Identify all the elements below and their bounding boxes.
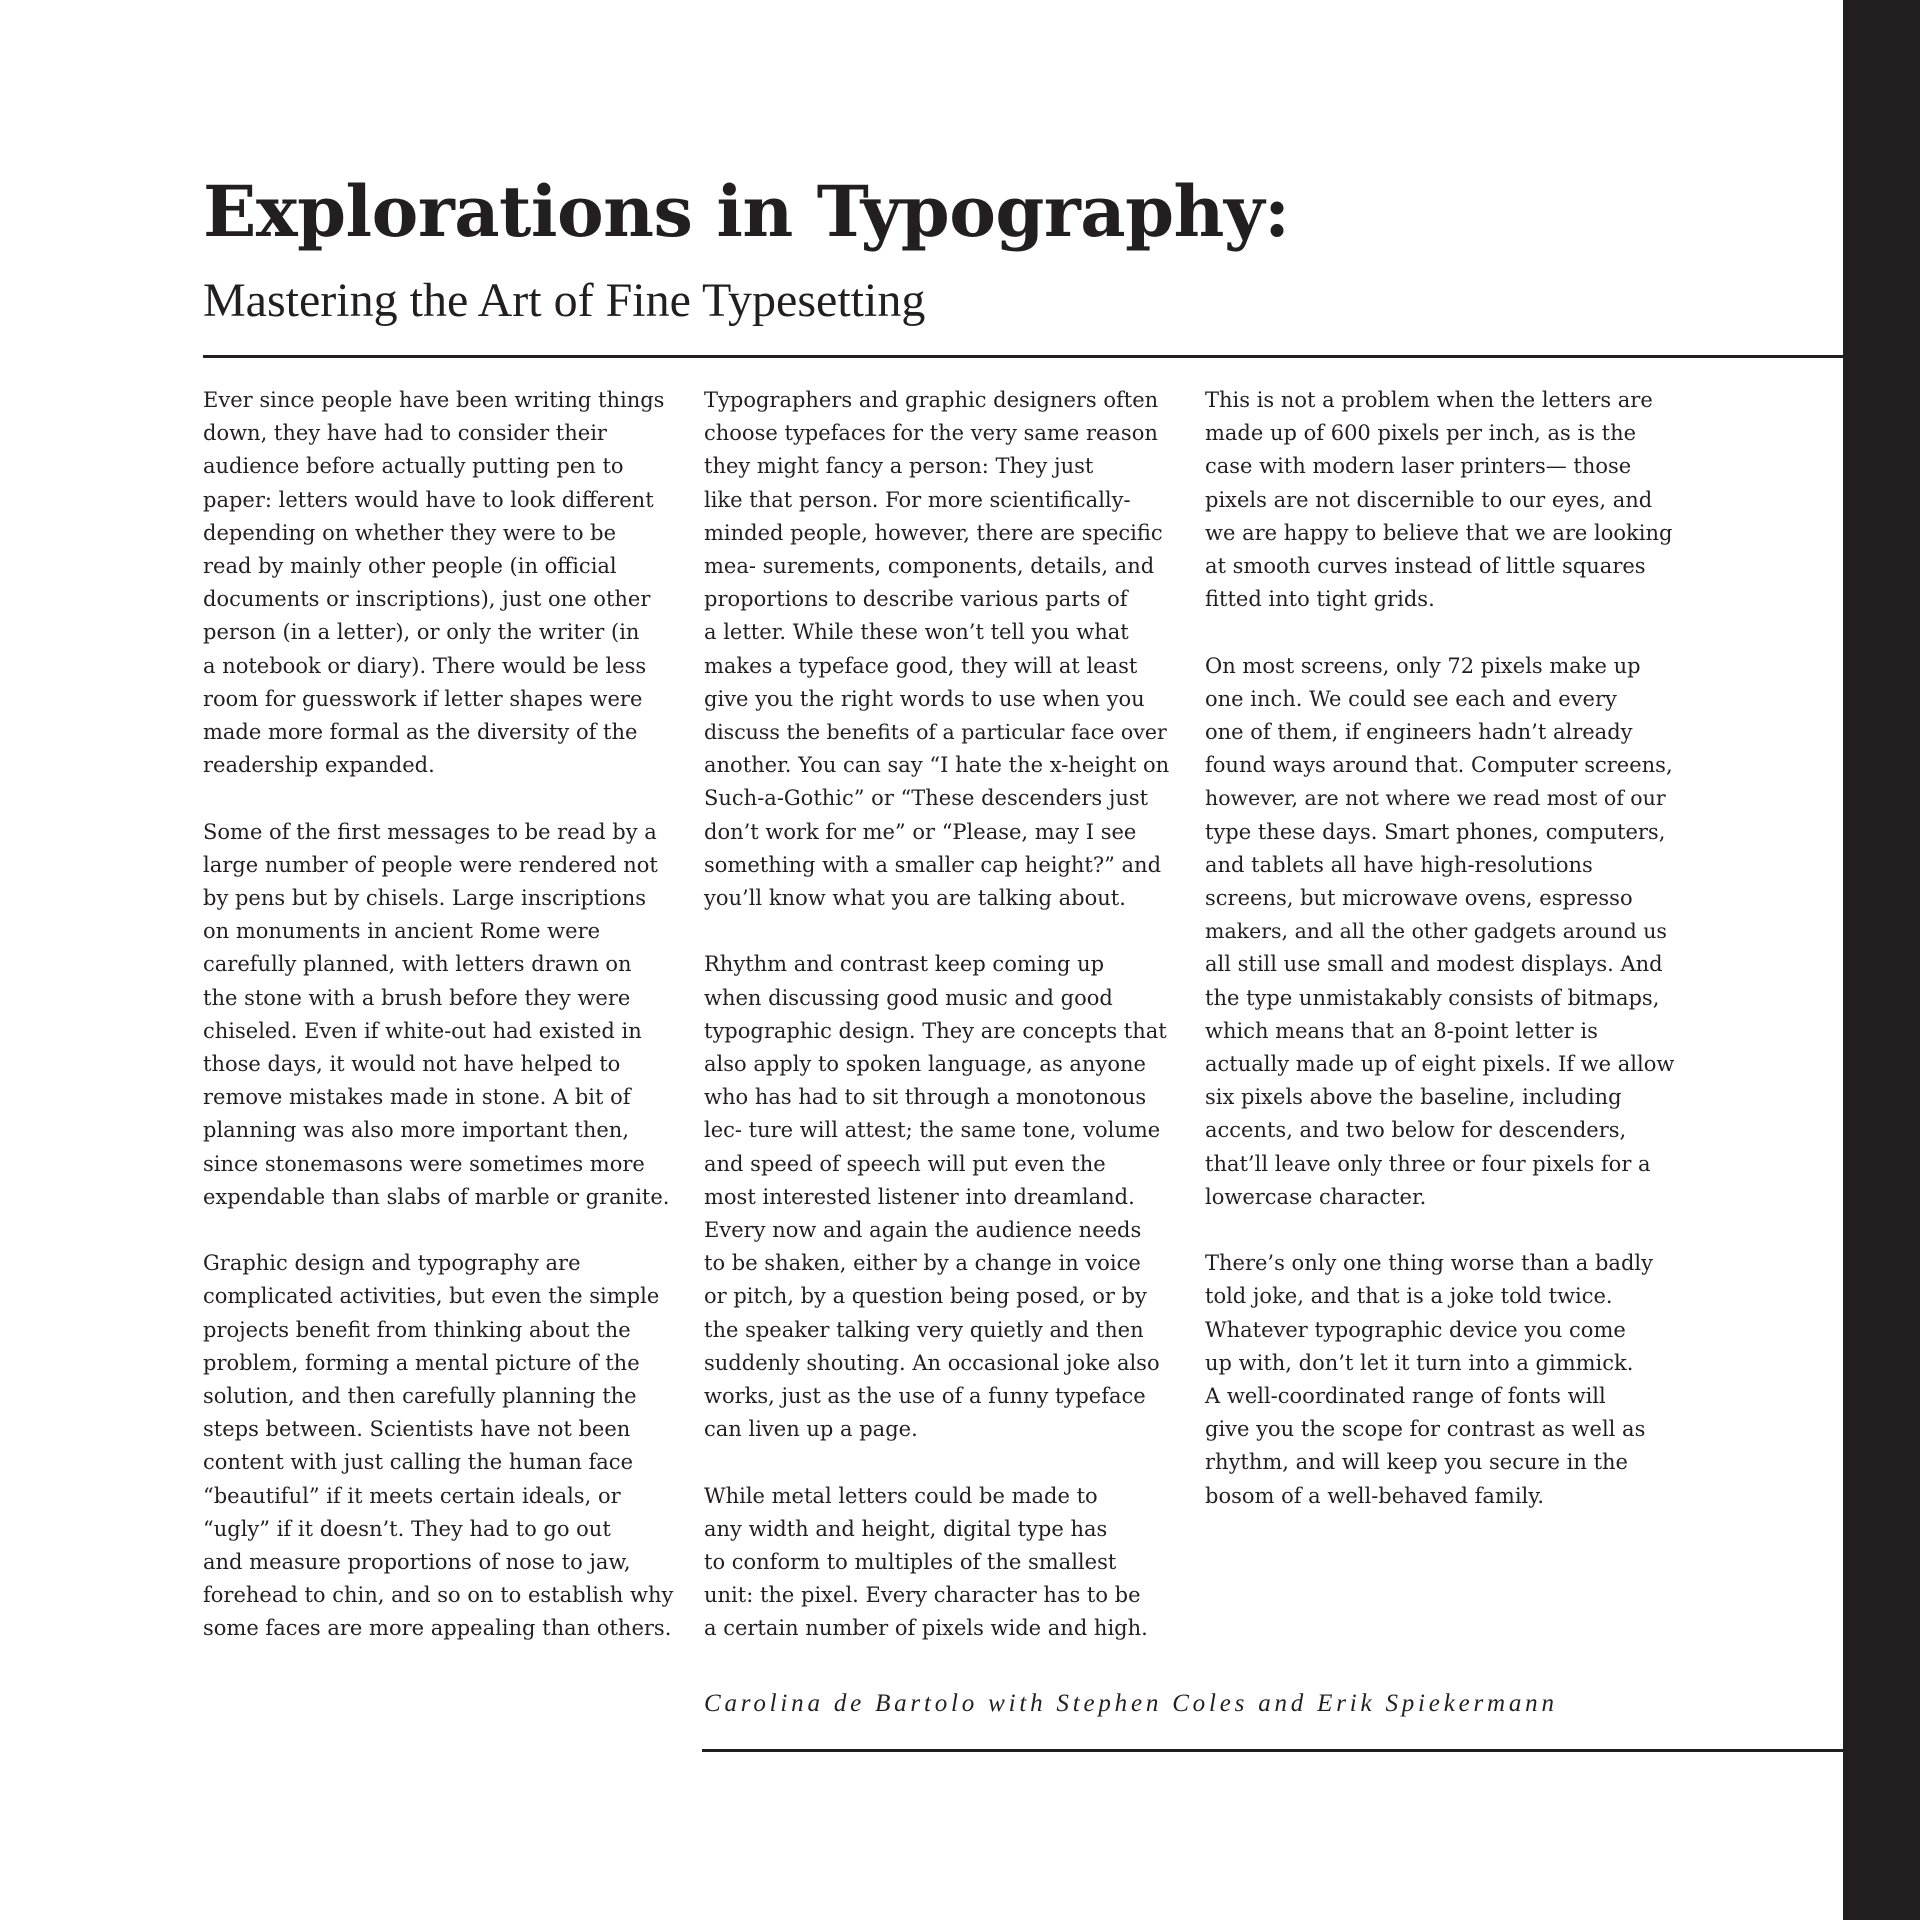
- text-line: large number of people were rendered not: [203, 852, 658, 877]
- text-line: by pens but by chisels. Large inscriptions: [203, 886, 647, 911]
- text-line: carefully planned, with letters drawn on: [203, 952, 632, 977]
- text-line: found ways around that. Computer screens,: [1205, 753, 1673, 778]
- text-line: chiseled. Even if white-out had existed in: [203, 1018, 642, 1043]
- text-line: Such-a-Gothic” or “These descenders just: [704, 786, 1149, 811]
- text-line: since stonemasons were sometimes more: [203, 1151, 645, 1176]
- text-line: discuss the benefits of a particular face over: [704, 720, 1167, 745]
- bottom-divider: [702, 1749, 1843, 1752]
- text-line: documents or inscriptions), just one other: [203, 587, 651, 612]
- paragraph: [1205, 650, 1675, 1214]
- paragraph: [203, 1247, 673, 1645]
- text-column-2: [704, 384, 1174, 1679]
- text-line: Some of the first messages to be read by a: [203, 819, 657, 844]
- text-line: expendable than slabs of marble or granite.: [203, 1184, 670, 1209]
- text-line: works, just as the use of a funny typeface: [704, 1384, 1146, 1409]
- text-line: all still use small and modest displays. And: [1205, 952, 1663, 977]
- text-line: paper: letters would have to look different: [203, 487, 654, 512]
- text-line: most interested listener into dreamland.: [704, 1184, 1135, 1209]
- text-line: read by mainly other people (in official: [203, 554, 617, 579]
- text-line: to conform to multiples of the smallest: [704, 1550, 1117, 1575]
- text-line: “beautiful” if it meets certain ideals, or: [203, 1483, 621, 1508]
- top-divider: [203, 355, 1843, 358]
- text-line: don’t work for me” or “Please, may I see: [704, 819, 1137, 844]
- text-line: readership expanded.: [203, 753, 435, 778]
- text-line: type these days. Smart phones, computers,: [1205, 819, 1666, 844]
- text-line: give you the right words to use when you: [704, 686, 1145, 711]
- text-line: those days, it would not have helped to: [203, 1052, 621, 1077]
- text-line: pixels are not discernible to our eyes, and: [1205, 487, 1653, 512]
- text-line: While metal letters could be made to: [704, 1483, 1098, 1508]
- text-line: however, are not where we read most of our: [1205, 786, 1666, 811]
- text-line: lowercase character.: [1205, 1184, 1427, 1209]
- text-line: There’s only one thing worse than a badly: [1205, 1251, 1653, 1276]
- text-line: actually made up of eight pixels. If we allow: [1205, 1052, 1675, 1077]
- paragraph: [1205, 1247, 1675, 1513]
- text-line: Every now and again the audience needs: [704, 1218, 1142, 1243]
- text-line: we are happy to believe that we are looking: [1205, 520, 1673, 545]
- text-line: Rhythm and contrast keep coming up: [704, 952, 1105, 977]
- text-line: typographic design. They are concepts that: [704, 1018, 1167, 1043]
- paragraph: [203, 816, 673, 1214]
- text-line: made up of 600 pixels per inch, as is the: [1205, 421, 1637, 446]
- text-line: remove mistakes made in stone. A bit of: [203, 1085, 631, 1110]
- text-line: screens, but microwave ovens, espresso: [1205, 886, 1633, 911]
- text-line: six pixels above the baseline, including: [1205, 1085, 1622, 1110]
- text-line: at smooth curves instead of little squares: [1205, 554, 1646, 579]
- page-subtitle: Mastering the Art of Fine Typesetting: [203, 274, 926, 327]
- text-line: you’ll know what you are talking about.: [704, 886, 1126, 911]
- text-line: or pitch, by a question being posed, or by: [704, 1284, 1147, 1309]
- page-title: Explorations in Typography:: [203, 170, 1290, 253]
- text-line: give you the scope for contrast as well as: [1205, 1417, 1646, 1442]
- text-line: depending on whether they were to be: [203, 520, 617, 545]
- text-line: when discussing good music and good: [704, 985, 1113, 1010]
- text-line: suddenly shouting. An occasional joke also: [704, 1350, 1160, 1375]
- text-column-1: [203, 384, 673, 1679]
- text-line: content with just calling the human face: [203, 1450, 633, 1475]
- text-line: Whatever typographic device you come: [1205, 1317, 1626, 1342]
- text-line: one of them, if engineers hadn’t already: [1205, 720, 1633, 745]
- text-line: A well-coordinated range of fonts will: [1205, 1384, 1606, 1409]
- text-line: and tablets all have high-resolutions: [1205, 852, 1593, 877]
- text-line: who has had to sit through a monotonous: [704, 1085, 1147, 1110]
- text-line: some faces are more appealing than others.: [203, 1616, 672, 1641]
- text-line: can liven up a page.: [704, 1417, 918, 1442]
- text-line: Typographers and graphic designers often: [704, 388, 1159, 412]
- text-line: problem, forming a mental picture of the: [203, 1350, 640, 1375]
- text-line: minded people, however, there are specific: [704, 520, 1163, 545]
- text-column-3: [1205, 384, 1675, 1546]
- text-line: choose typefaces for the very same reason: [704, 421, 1158, 446]
- text-line: rhythm, and will keep you secure in the: [1205, 1450, 1628, 1475]
- text-line: one inch. We could see each and every: [1205, 686, 1617, 711]
- text-line: lec- ture will attest; the same tone, volume: [704, 1118, 1161, 1143]
- text-line: accents, and two below for descenders,: [1205, 1118, 1627, 1143]
- paragraph: [704, 1480, 1174, 1646]
- text-line: audience before actually putting pen to: [203, 454, 624, 479]
- text-line: which means that an 8-point letter is: [1205, 1018, 1598, 1043]
- text-line: told joke, and that is a joke told twice.: [1205, 1284, 1613, 1309]
- text-line: projects benefit from thinking about the: [203, 1317, 631, 1342]
- text-line: the speaker talking very quietly and then: [704, 1317, 1144, 1342]
- text-line: room for guesswork if letter shapes were: [203, 686, 643, 711]
- text-line: made more formal as the diversity of the: [203, 720, 638, 745]
- text-line: This is not a problem when the letters are: [1205, 388, 1653, 412]
- author-byline: Carolina de Bartolo with Stephen Coles and Erik Spiekermann: [704, 1690, 1558, 1717]
- text-line: person (in a letter), or only the writer (in: [203, 620, 640, 645]
- text-line: “ugly” if it doesn’t. They had to go out: [203, 1516, 611, 1541]
- text-line: a certain number of pixels wide and high.: [704, 1616, 1148, 1641]
- text-line: on monuments in ancient Rome were: [203, 919, 601, 944]
- text-line: and measure proportions of nose to jaw,: [203, 1550, 631, 1575]
- text-line: also apply to spoken language, as anyone: [704, 1052, 1146, 1077]
- text-line: case with modern laser printers— those: [1205, 454, 1632, 479]
- text-line: bosom of a well-behaved family.: [1205, 1483, 1545, 1508]
- text-line: proportions to describe various parts of: [704, 587, 1128, 612]
- text-line: planning was also more important then,: [203, 1118, 630, 1143]
- text-line: complicated activities, but even the simple: [203, 1284, 660, 1309]
- paragraph: [1205, 384, 1675, 616]
- text-line: any width and height, digital type has: [704, 1516, 1108, 1541]
- text-line: like that person. For more scientifically-: [704, 487, 1131, 512]
- text-line: steps between. Scientists have not been: [203, 1417, 631, 1442]
- book-spine-edge: [1843, 0, 1920, 1920]
- text-line: makers, and all the other gadgets around us: [1205, 919, 1667, 944]
- text-line: something with a smaller cap height?” and: [704, 852, 1162, 877]
- text-line: to be shaken, either by a change in voice: [704, 1251, 1141, 1276]
- text-line: a letter. While these won’t tell you what: [704, 620, 1129, 645]
- paragraph: [704, 384, 1174, 915]
- text-line: down, they have had to consider their: [203, 421, 607, 446]
- text-line: mea- surements, components, details, and: [704, 554, 1155, 579]
- paragraph: [203, 384, 673, 782]
- text-line: the stone with a brush before they were: [203, 985, 631, 1010]
- text-line: forehead to chin, and so on to establish why: [203, 1583, 674, 1608]
- text-line: the type unmistakably consists of bitmaps,: [1205, 985, 1660, 1010]
- text-line: Graphic design and typography are: [203, 1251, 581, 1276]
- text-line: that’ll leave only three or four pixels for a: [1205, 1151, 1651, 1176]
- text-line: they might fancy a person: They just: [704, 454, 1094, 479]
- text-line: solution, and then carefully planning the: [203, 1384, 637, 1409]
- text-line: Ever since people have been writing things: [203, 388, 665, 412]
- text-line: On most screens, only 72 pixels make up: [1205, 653, 1641, 678]
- text-line: unit: the pixel. Every character has to be: [704, 1583, 1141, 1608]
- text-line: up with, don’t let it turn into a gimmick.: [1205, 1350, 1634, 1375]
- text-line: another. You can say “I hate the x-height on: [704, 753, 1170, 778]
- text-line: and speed of speech will put even the: [704, 1151, 1106, 1176]
- text-line: a notebook or diary). There would be less: [203, 653, 647, 678]
- paragraph: [704, 948, 1174, 1446]
- text-line: makes a typeface good, they will at least: [704, 653, 1138, 678]
- text-line: fitted into tight grids.: [1205, 587, 1435, 612]
